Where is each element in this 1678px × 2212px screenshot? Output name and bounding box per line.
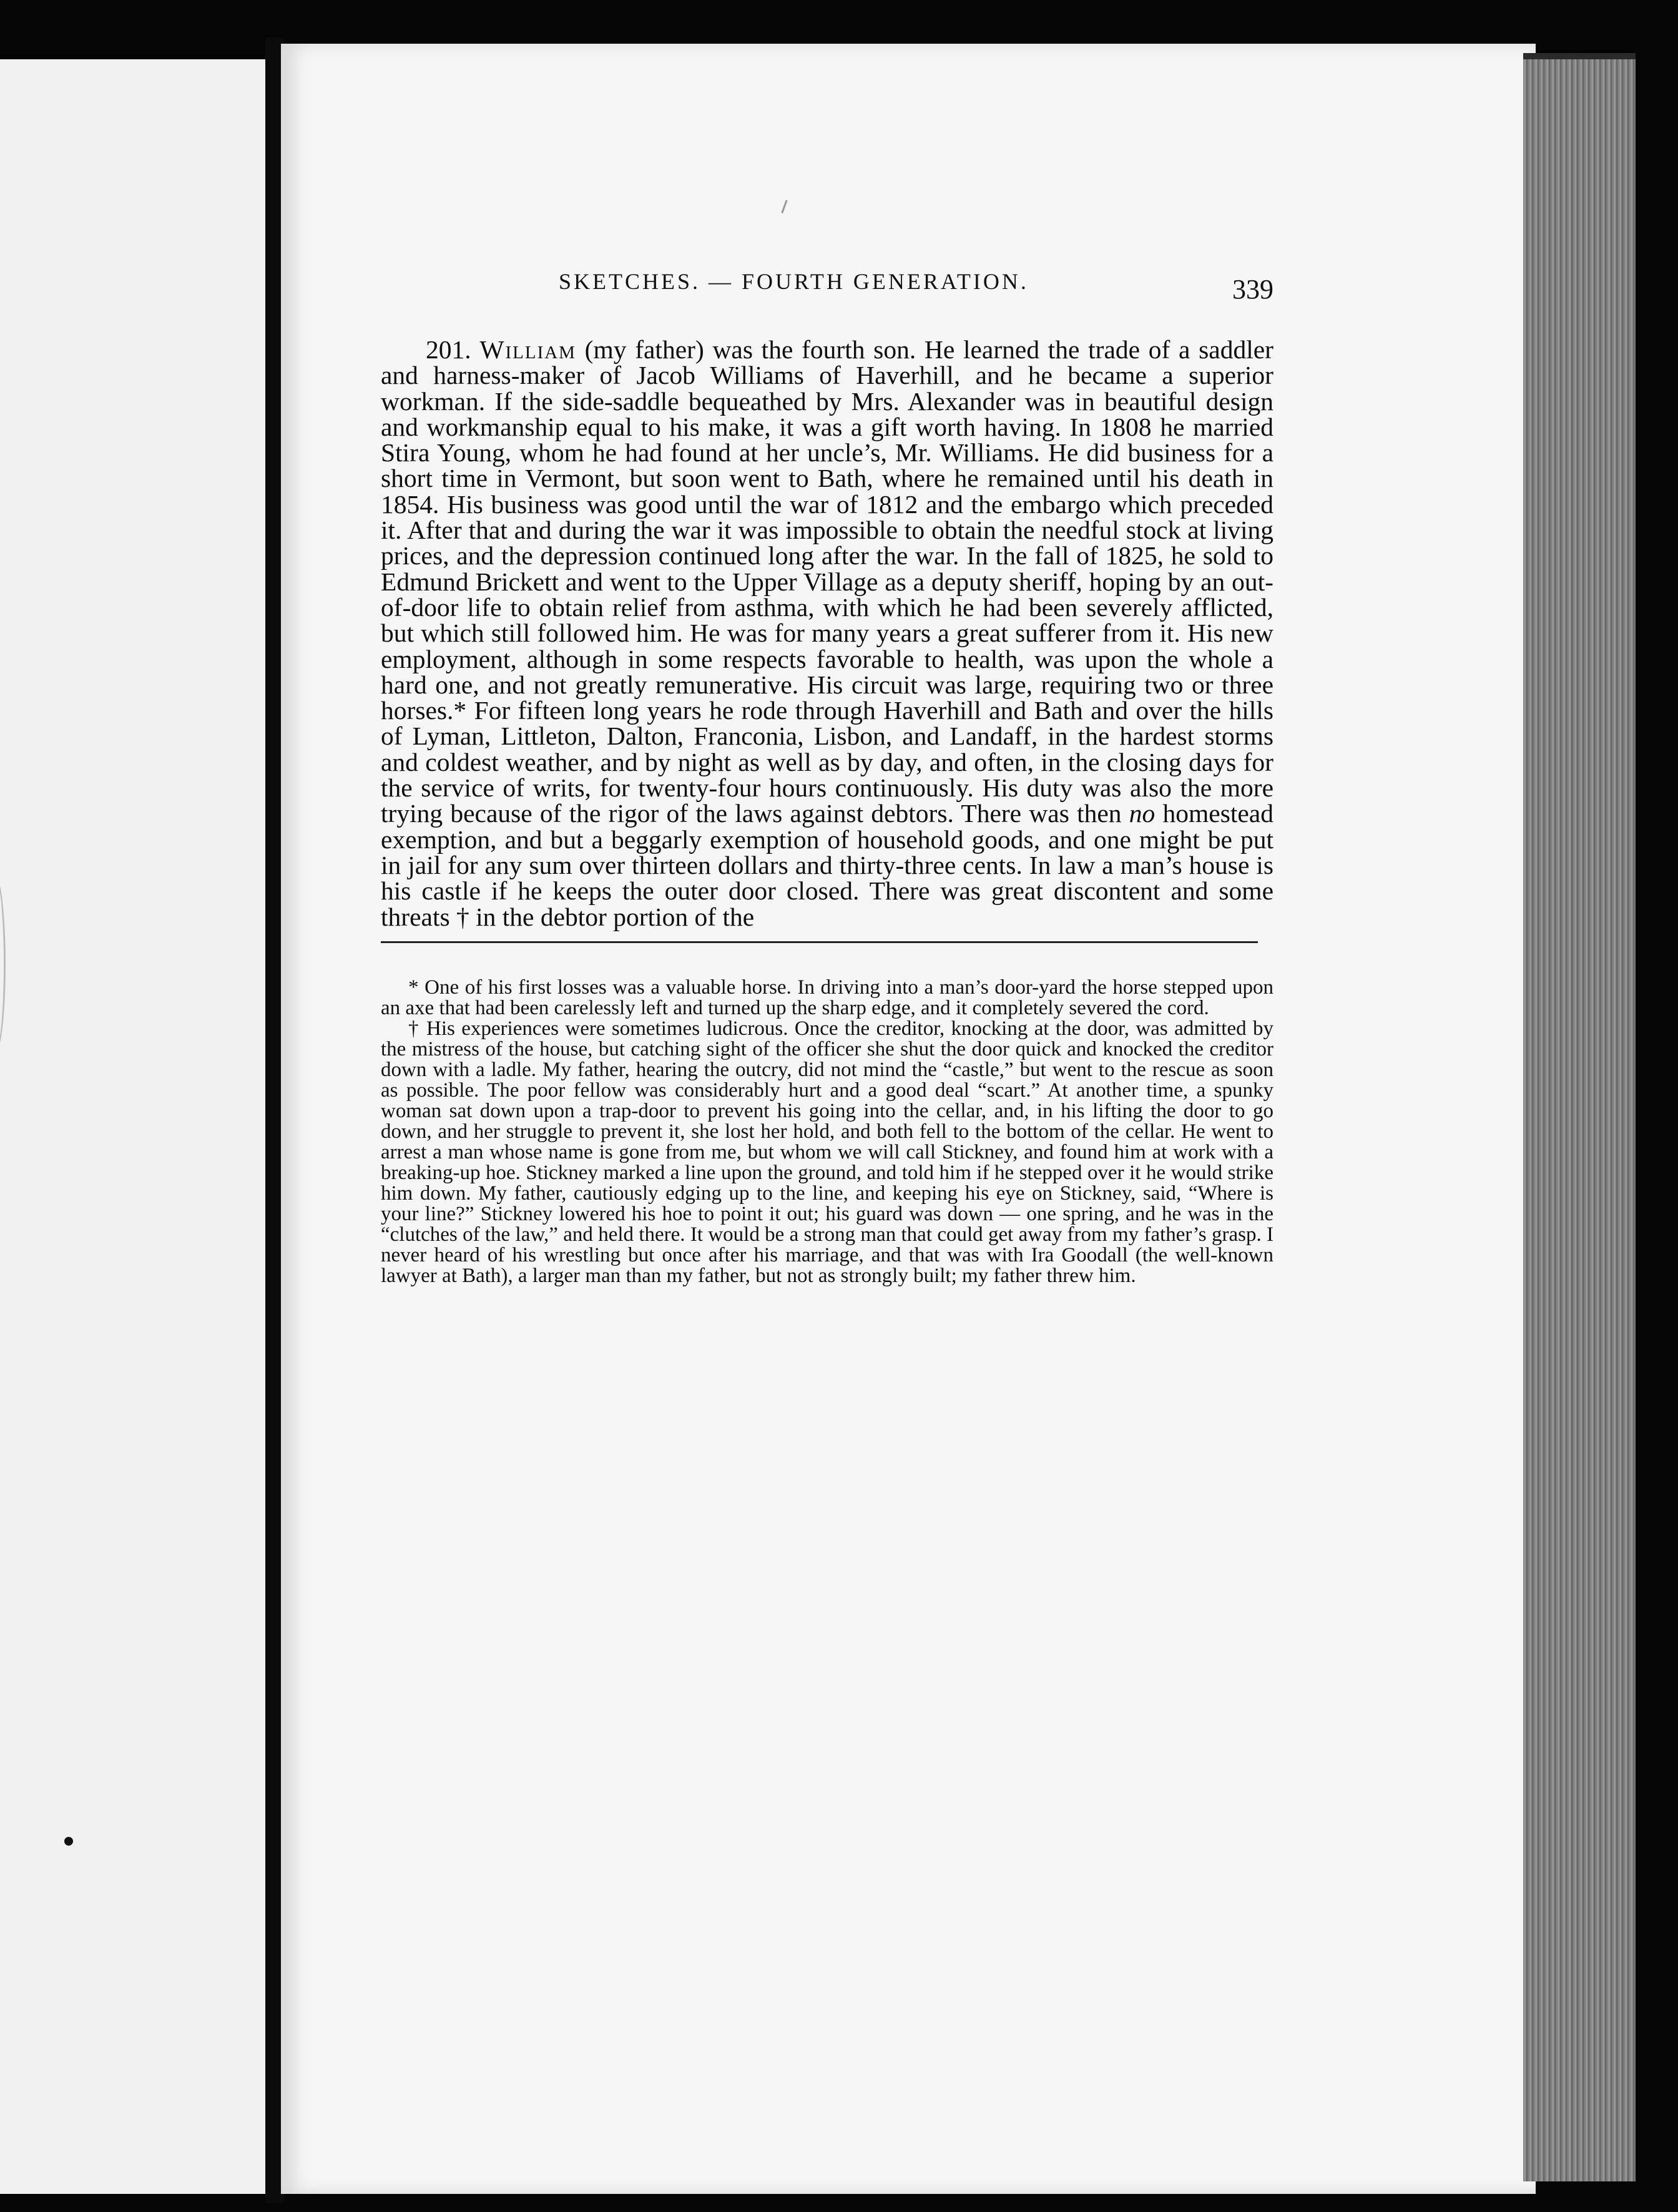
page-edges bbox=[1523, 59, 1636, 2181]
paragraph-text: (my father) was the fourth son. He learned the trade of a saddler and harness-maker of Jacob Williams of Haverhill, and he became a superior workman. If the side-saddle bequeathed by Mrs. Alexander was in beautiful design and workmanship equal to his make, it was a gift worth having. In 1808 he married Stira Young, whom he had found at her uncle’s, Mr. Williams. He did business for a short time in Vermont, but soon went to Bath, where he remained until his death in 1854. His business was good until the war of 1812 and the embargo which preceded it. After that and during the war it was impossible to obtain the needful stock at living prices, and the depression continued long after the war. In the fall of 1825, he sold to Edmund Brickett and went to the Upper Village as a deputy sheriff, hoping by an out-of-door life to obtain relief from asthma, with which he had been severely afflicted, but which still followed him. He was for many years a great sufferer from it. His new employment, although in some respects favorable to health, was upon the whole a hard one, and not greatly remunerative. His circuit was large, requiring two or three horses.* For fifteen long years he rode through Haverhill and Bath and over the hills of Lyman, Littleton, Dalton, Franconia, Lisbon, and Landaff, in the hardest storms and coldest weather, and by night as well as by day, and often, in the closing days for the service of writs, for twenty-four hours continuously. His duty was also the more trying because of the rigor of the laws against debtors. There was then bbox=[381, 335, 1273, 828]
left-page bbox=[0, 59, 269, 2194]
footnote-rule bbox=[381, 941, 1258, 943]
running-head bbox=[381, 268, 1273, 337]
left-page-dot bbox=[64, 1837, 73, 1846]
running-head-title: SKETCHES. — FOURTH GENERATION. bbox=[559, 269, 1029, 294]
footnote-horse: * One of his first losses was a valuable horse. In driving into a man’s door-yard the horse stepped upon an axe that had been carelessly left and turned up the sharp edge, and it completely severed the cord. bbox=[381, 976, 1273, 1019]
paragraph-text-end: homestead exemption, and but a beggarly exemption of household goods, and one might be put in jail for any sum over thirteen dollars and thirty-three cents. In law a man’s house is his castle if he keeps the outer door closed. There was great discontent and some threats † in the debtor portion of the bbox=[381, 799, 1273, 931]
left-page-curve bbox=[0, 871, 6, 1058]
page-mark bbox=[781, 200, 787, 213]
page-number: 339 bbox=[1232, 274, 1273, 305]
paragraph-number: 201. bbox=[426, 335, 471, 364]
body-paragraph bbox=[381, 337, 1273, 930]
paragraph-emphasis: no bbox=[1129, 799, 1155, 828]
text-column bbox=[381, 268, 1273, 1286]
paragraph-name: William bbox=[479, 335, 576, 364]
footnote-experiences: † His experiences were sometimes ludicrous. Once the creditor, knocking at the door, was admitted by the mistress of the house, but catching sight of the officer she shut the door quick and knocked the creditor down with a ladle. My father, hearing the outcry, did not mind the “castle,” but went to the rescue as soon as possible. The poor fellow was considerably hurt and a good deal “scart.” At another time, a spunky woman sat down upon a trap-door to prevent his going into the cellar, and, in his lifting the door to go down, and her struggle to prevent it, she lost her hold, and both fell to the bottom of the cellar. He went to arrest a man whose name is gone from me, but whom we will call Stickney, and found him at work with a breaking-up hoe. Stickney marked a line upon the ground, and told him if he stepped over it he would strike him down. My father, cautiously edging up to the line, and keeping his eye on Stickney, said, “Where is your line?” Stickney lowered his hoe to point it out; his guard was down — one spring, and he was in the “clutches of the law,” and held there. It would be a strong man that could get away from my father’s grasp. I never heard of his wrestling but once after his marriage, and that was with Ira Goodall (the well-known lawyer at Bath), a larger man than my father, but not as strongly built; my father threw him. bbox=[381, 1017, 1273, 1287]
